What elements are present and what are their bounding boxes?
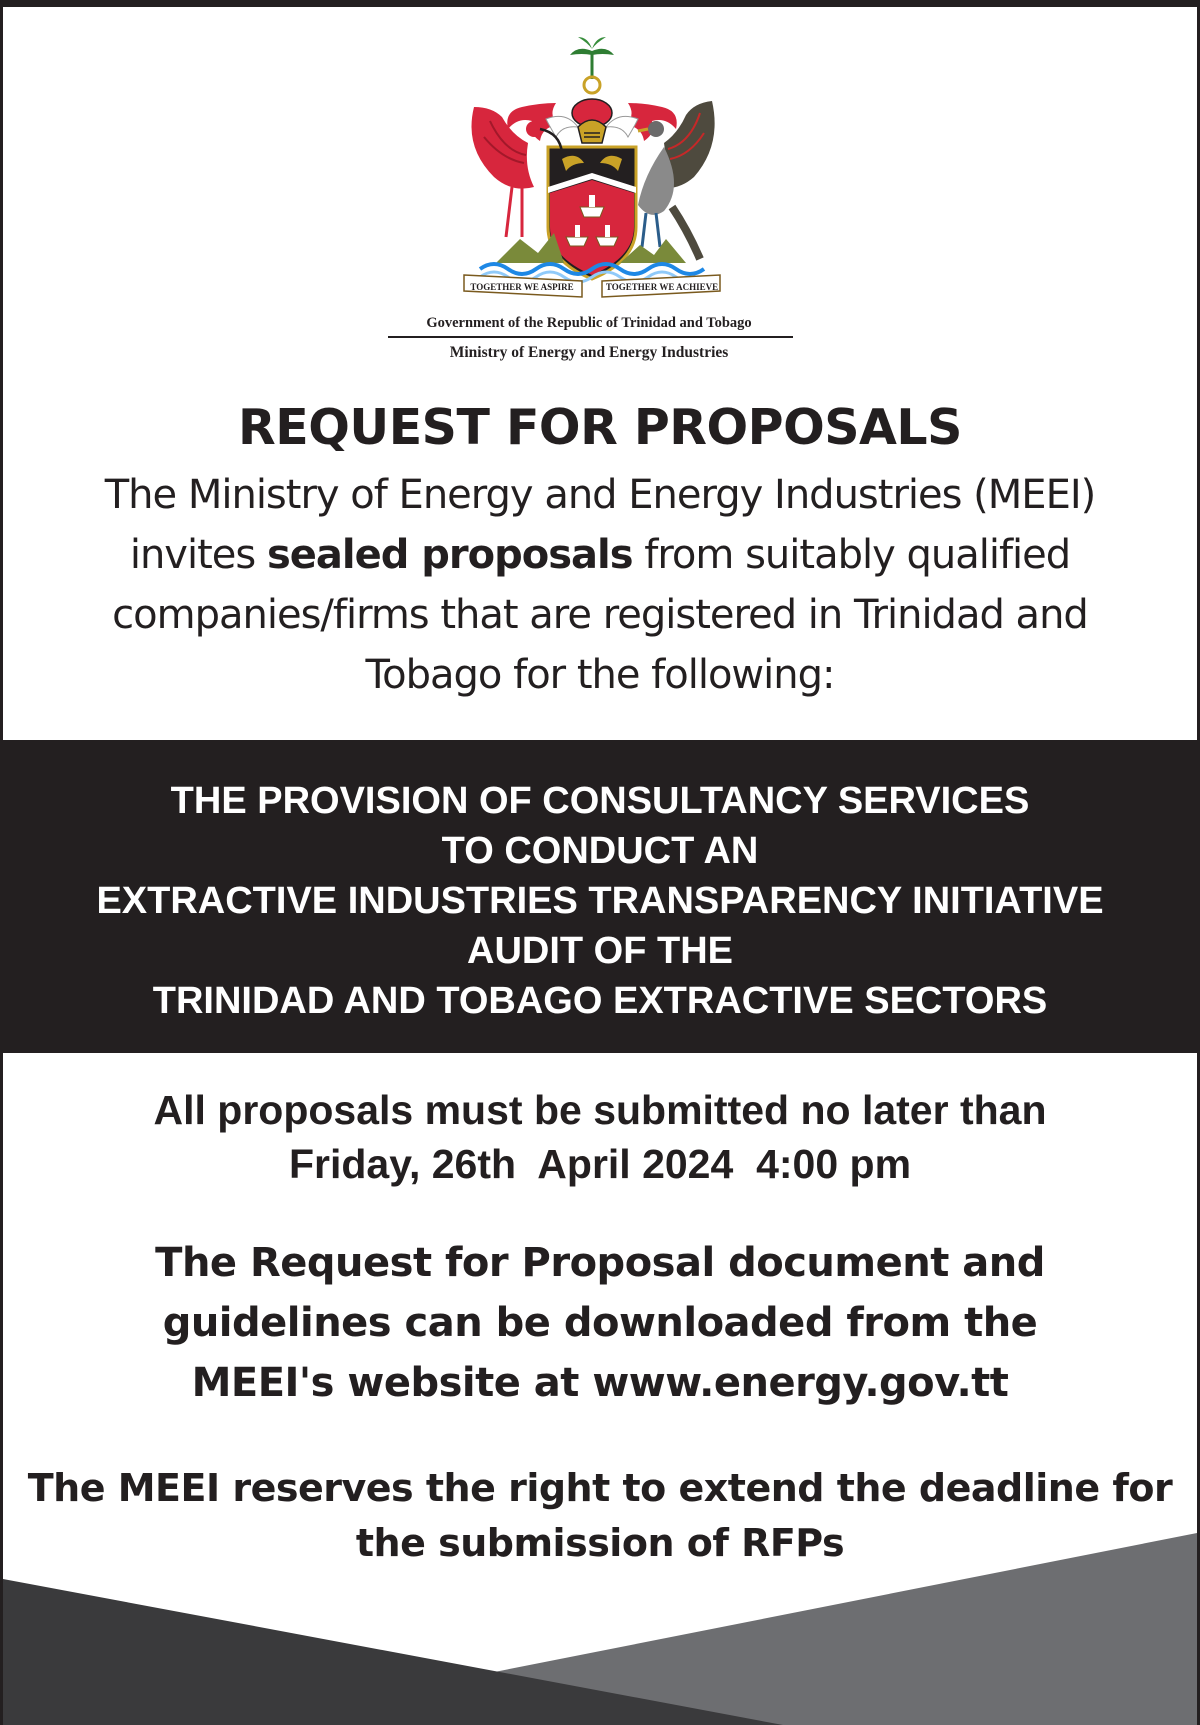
page-title: REQUEST FOR PROPOSALS (238, 399, 962, 456)
palm-icon (570, 37, 614, 79)
submission-deadline (23, 1083, 1177, 1191)
motto-left-text: TOGETHER WE ASPIRE (470, 282, 574, 292)
helmet-icon (572, 99, 612, 143)
download-line: The Request for Proposal document and (155, 1240, 1045, 1286)
project-title-line: THE PROVISION OF CONSULTANCY SERVICES (170, 780, 1030, 822)
intro-line: companies/firms that are registered in Trinidad and (112, 592, 1088, 638)
ministry-name: Ministry of Energy and Energy Industries (449, 344, 729, 361)
intro-line (33, 525, 1167, 585)
download-line: MEEI's website at www.energy.gov.tt (191, 1360, 1009, 1406)
intro-text: from suitably qualified (632, 532, 1071, 578)
project-title-line: TO CONDUCT AN (441, 830, 759, 872)
intro-line: Tobago for the following: (365, 652, 835, 698)
project-title (3, 776, 1197, 1026)
download-info (43, 1233, 1157, 1413)
project-title-line: EXTRACTIVE INDUSTRIES TRANSPARENCY INITIATIVE (96, 880, 1104, 922)
intro-emphasis: sealed proposals (266, 532, 633, 578)
intro-paragraph (33, 465, 1167, 705)
project-title-banner (3, 740, 1197, 1053)
download-line: guidelines can be downloaded from the (162, 1300, 1038, 1346)
header-divider (388, 336, 793, 338)
project-title-line: TRINIDAD AND TOBAGO EXTRACTIVE SECTORS (152, 980, 1048, 1022)
ships-wheel-icon (584, 77, 600, 93)
reservation-line: The MEEI reserves the right to extend the deadline for (27, 1466, 1173, 1510)
motto-right-text: TOGETHER WE ACHIEVE (605, 282, 719, 292)
reservation-line: the submission of RFPs (355, 1521, 845, 1565)
project-title-line: AUDIT OF THE (467, 930, 733, 972)
intro-line: The Ministry of Energy and Energy Industries (MEEI) (104, 472, 1096, 518)
reservation-notice (23, 1461, 1177, 1571)
deadline-date: Friday, 26th April 2024 4:00 pm (288, 1141, 912, 1187)
coat-of-arms-emblem (450, 37, 734, 301)
deadline-line: All proposals must be submitted no later than (153, 1087, 1047, 1133)
government-name: Government of the Republic of Trinidad and Tobago (426, 315, 752, 331)
intro-text: invites (129, 532, 267, 578)
